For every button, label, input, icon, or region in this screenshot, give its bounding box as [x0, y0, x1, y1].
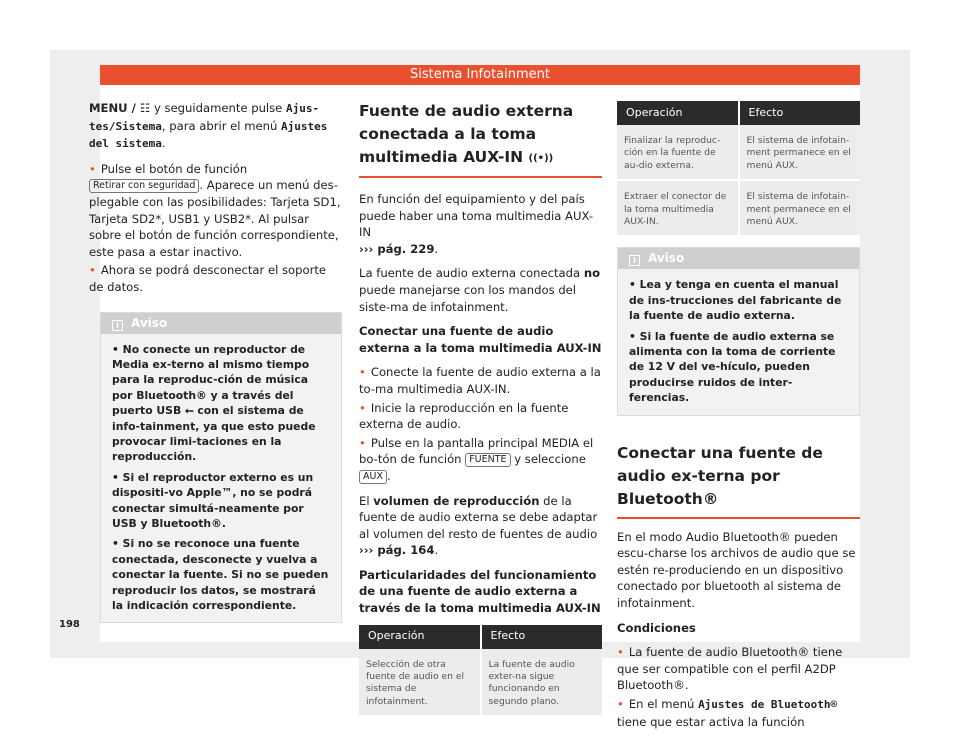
chapter-header: Sistema Infotainment [100, 65, 860, 85]
bullet-text: . [386, 468, 391, 483]
table-cell: El sistema de infotain-ment permanece en el menú AUX. [739, 180, 861, 236]
aviso-box [100, 312, 342, 624]
table-header-cell: Efecto [739, 101, 861, 125]
operation-table [359, 625, 602, 718]
table-cell: Selección de otra fuente de audio en el sistema de infotainment. [359, 649, 481, 717]
menu-path: Ajus-tes/Sistema [89, 102, 320, 133]
table-row [617, 125, 860, 180]
aviso-text: Si no se reconoce una fuente conectada, desconecte y vuelva a conectar la fuente. Si no se pueden reproducir los datos, se mostrará la indicación correspondiente. [112, 537, 329, 613]
aviso-header [618, 248, 859, 269]
bullet-icon: • [617, 697, 624, 712]
bullet-item [617, 644, 860, 694]
paragraph [359, 191, 602, 257]
aviso-title: Aviso [648, 251, 685, 266]
table-header-cell: Efecto [481, 625, 603, 649]
bullet-text: Conecte la fuente de audio externa a la to-ma multimedia AUX-IN. [359, 365, 601, 396]
bullet-icon: • [89, 161, 96, 176]
section-title-text: Fuente de audio externa conectada a la toma multimedia AUX-IN [359, 102, 574, 166]
bullet-text: tiene que estar activa la función [617, 714, 805, 729]
bullet-text: Ahora se podrá desconectar el soporte de datos. [89, 263, 327, 294]
bullet-text: Pulse en la pantalla principal MEDIA el bo-tón de función [359, 435, 594, 467]
operation-table [617, 101, 860, 237]
table-row [359, 649, 602, 717]
aviso-box [617, 247, 860, 415]
bullet-text: Pulse el botón de función [100, 161, 248, 176]
aviso-item: • Si la fuente de audio externa se alimenta con la toma de corriente de 12 V del ve-hículo, pueden producirse ruidos de inter-ferencias. [629, 329, 836, 405]
column-left [89, 100, 342, 623]
section-title [359, 100, 602, 178]
bullet-item [359, 400, 602, 433]
bullet-icon: • [359, 365, 366, 380]
info-icon: i [112, 320, 123, 331]
bullet-item [359, 364, 602, 397]
bullet-text: Inicie la reproducción en la fuente externa de audio. [359, 400, 569, 432]
table-cell: Extraer el conector de la toma multimedia AUX-IN. [617, 180, 739, 236]
aviso-body [101, 334, 341, 623]
aviso-item: • No conecte un reproductor de Media ex-terno al mismo tiempo para la reproduc-ción de música por Bluetooth® y a través del puerto USB ⭠ con el sistema de info-tainment, ya que esto puede provocar limi-taciones en la reproducción. [112, 342, 316, 464]
bullet-item [617, 696, 860, 730]
aviso-body [618, 269, 859, 414]
paragraph: En el modo Audio Bluetooth® pueden escu-charse los archivos de audio que se estén re-produciendo en un dispositivo conectado por bluetooth al sistema de infotainment. [617, 529, 856, 611]
column-middle [359, 100, 602, 717]
aviso-text: No conecte un reproductor de Media ex-terno al mismo tiempo para la reproduc-ción de música por Bluetooth® y a través del puerto USB ⭠ con el sistema de info-tainment, ya que esto puede provocar limi-taciones en la reproducción. [112, 342, 316, 464]
table-cell: La fuente de audio exter-na sigue funcionando en segundo plano. [481, 649, 603, 717]
page-reference: ››› pág. 164 [359, 543, 435, 558]
paragraph-end: . [434, 241, 439, 256]
emphasis: no [583, 266, 601, 281]
aux-audio-icon: ((•)) [528, 153, 554, 164]
bullet-text: . Aparece un menú des-plegable con las posibilidades: Tarjeta SD1, Tarjeta SD2*, USB1 y USB2*. Al pulsar sobre el botón de función correspondiente, este pasa a estar inactivo. [89, 178, 341, 259]
subheading: Condiciones [617, 620, 696, 635]
aviso-text: Lea y tenga en cuenta el manual de ins-trucciones del fabricante de la fuente de audio externa. [629, 278, 842, 323]
section-title: Conectar una fuente de audio ex-terna por Bluetooth® [617, 442, 860, 519]
paragraph-text: puede manejarse con los mandos del siste-ma de infotainment. [359, 282, 577, 314]
table-header-cell: Operación [359, 625, 481, 649]
column-right [617, 101, 860, 738]
intro-text-mid: , para abrir el menú [161, 118, 282, 133]
paragraph-end: . [434, 543, 439, 558]
emphasis: volumen de reproducción [373, 493, 540, 508]
table-header-row [617, 101, 860, 125]
bullet-text: La fuente de audio Bluetooth® tiene que ser compatible con el perfil A2DP Bluetooth®. [617, 645, 843, 693]
table-cell: El sistema de infotain-ment permanece en el menú AUX. [739, 125, 861, 180]
aviso-text: Si el reproductor externo es un dispositi-vo Apple™, no se podrá conectar simultá-neamente por USB y Bluetooth®. [112, 470, 314, 530]
aviso-header [101, 313, 341, 334]
paragraph-text: El [359, 493, 374, 508]
bullet-icon: • [359, 400, 366, 415]
table-row [617, 180, 860, 236]
bullet-icon: • [89, 263, 96, 278]
bullet-icon: • [617, 645, 624, 660]
table-header-cell: Operación [617, 101, 739, 125]
bullet-text: y seleccione [510, 452, 586, 467]
page-number: 198 [59, 619, 80, 630]
bullet-item [89, 161, 342, 261]
aviso-text: Si la fuente de audio externa se alimenta con la toma de corriente de 12 V del ve-hículo, pueden producirse ruidos de inter-ferencias. [629, 329, 836, 405]
aviso-item: • Si no se reconoce una fuente conectada, desconecte y vuelva a conectar la fuente. Si no se pueden reproducir los datos, se mostrará la indicación correspondiente. [112, 537, 329, 613]
menu-name: Ajustes de Bluetooth® [698, 698, 838, 712]
table-cell: Finalizar la reproduc-ción en la fuente de au-dio externa. [617, 125, 739, 180]
table-header-row [359, 625, 602, 649]
aviso-item: • Lea y tenga en cuenta el manual de ins-trucciones del fabricante de la fuente de audio externa. [629, 278, 842, 323]
paragraph-text: La fuente de audio externa conectada [359, 266, 584, 281]
bullet-item [359, 435, 602, 485]
subheading: Conectar una fuente de audio externa a la toma multimedia AUX-IN [359, 324, 602, 355]
paragraph [359, 493, 602, 559]
function-button-label: FUENTE [465, 453, 510, 467]
paragraph [359, 265, 602, 315]
bullet-item [89, 262, 342, 295]
aviso-title: Aviso [131, 315, 168, 330]
intro-text: y seguidamente pulse [150, 101, 287, 115]
info-icon: i [629, 255, 640, 266]
menu-icons: MENU / ☷ [89, 101, 151, 115]
page-reference: ››› pág. 229 [359, 241, 435, 256]
menu-name: Ajustes del sistema [89, 119, 328, 151]
intro-end: . [161, 136, 166, 151]
paragraph-text: En función del equipamiento y del país puede haber una toma multimedia AUX-IN [359, 192, 594, 240]
aviso-item: • Si el reproductor externo es un dispositi-vo Apple™, no se podrá conectar simultá-neamente por USB y Bluetooth®. [112, 470, 314, 530]
intro-paragraph [89, 100, 342, 153]
function-button-label: AUX [359, 470, 387, 484]
function-button-label: Retirar con seguridad [89, 179, 199, 193]
paragraph-text: de la fuente de audio externa se debe adaptar al volumen del resto de fuentes de audio [359, 493, 598, 541]
bullet-icon: • [359, 435, 366, 450]
subheading: Particularidades del funcionamiento de una fuente de audio externa a través de la toma multimedia AUX-IN [359, 567, 601, 616]
bullet-text: En el menú [628, 697, 699, 712]
